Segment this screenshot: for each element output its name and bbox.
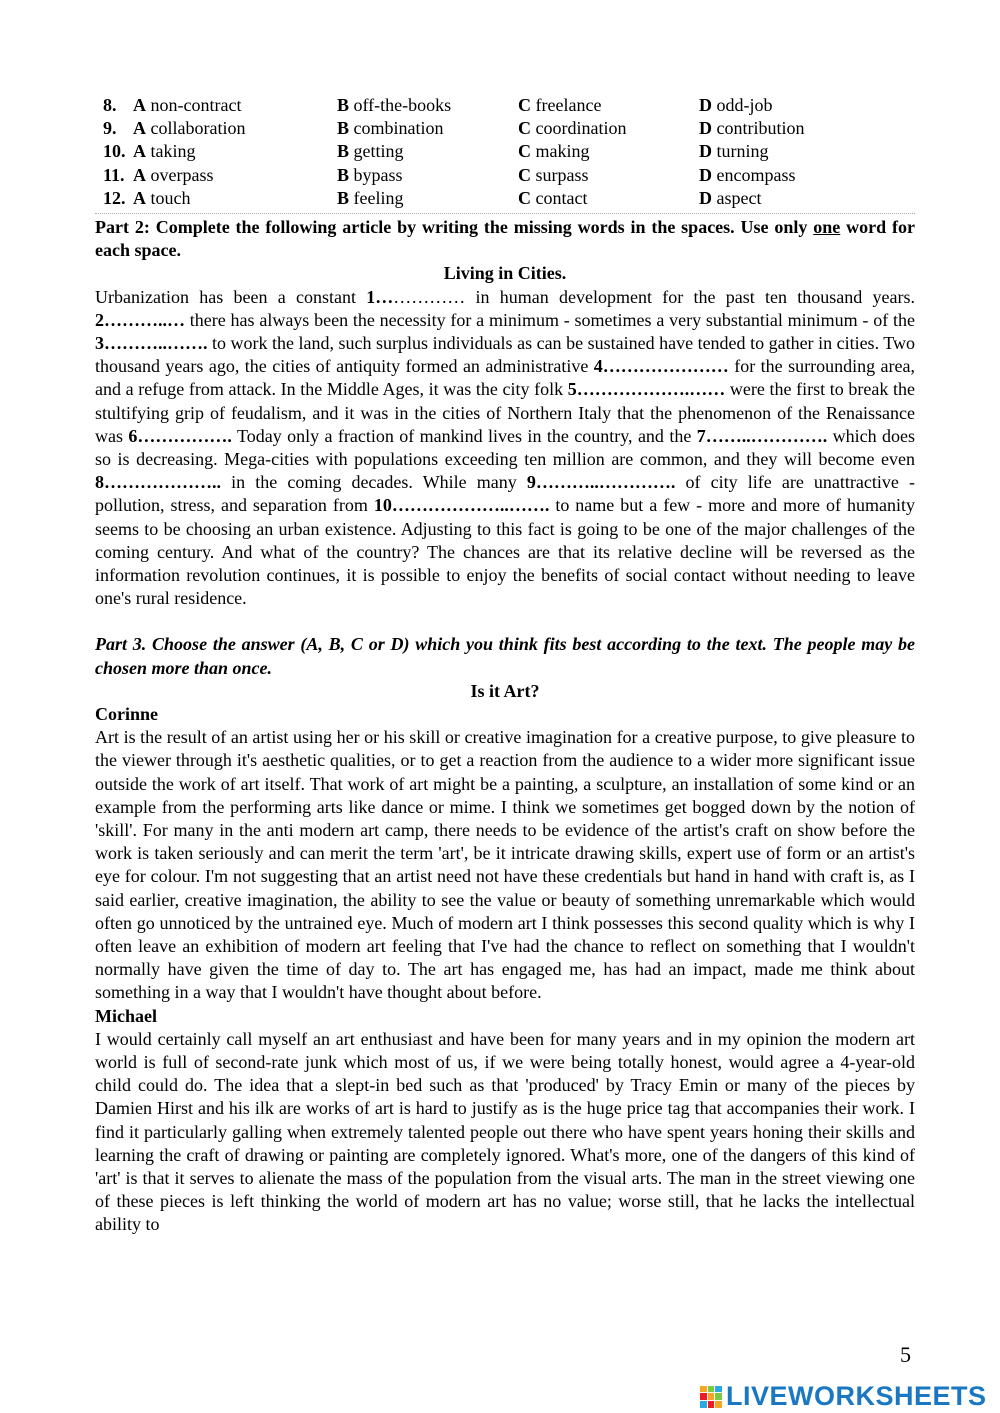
option-a: A non-contract	[133, 95, 242, 115]
gap-blank[interactable]: 3………..…….	[95, 332, 208, 353]
gap-blank[interactable]: 5……………….……	[567, 379, 726, 400]
question-number: 11.	[103, 164, 125, 185]
option-d: D turning	[699, 141, 769, 162]
gap-blank[interactable]: 7……..………….	[696, 425, 828, 446]
option-row	[95, 117, 915, 140]
gap-blank[interactable]: 9………..………….	[526, 472, 676, 493]
part3-title: Is it Art?	[470, 680, 540, 701]
worksheet-page	[95, 94, 915, 1237]
option-a: A collaboration	[133, 118, 246, 139]
speaker-text-michael: I would certainly call myself an art enthusiast and have been for many years and in my opinion the modern art world is full of second-rate junk which most of us, if we were being totally honest, would agree a 4-year-old child could do. The idea that a slept-in bed such as that 'produced' by Tracy Emin or many of the pieces by Damien Hirst and his ilk are works of art is hard to justify as is the huge price tag that accompanies their work. I find it particularly galling when extremely talented people out there who have spent years honing their skills and learning the craft of drawing or painting are completely ignored. What's more, one of the dangers of this kind of 'art' is that it serves to alienate the mass of the population from the visual arts. The man in the street viewing one of these pieces is left thinking the world of modern art has no value; worse still, that he lacks the intellectual ability to	[95, 1028, 915, 1235]
option-c: C making	[518, 141, 590, 162]
gap-blank[interactable]: 10………………..…….	[373, 495, 550, 516]
gap-blank[interactable]: 8………………..	[95, 472, 221, 493]
option-d: D odd-job	[699, 95, 773, 115]
option-b: B feeling	[337, 187, 404, 208]
part2-instruction-underlined: one	[813, 216, 841, 237]
option-row	[95, 187, 915, 210]
option-d: D aspect	[699, 187, 762, 208]
option-row	[95, 164, 915, 187]
option-b: B off-the-books	[337, 95, 452, 115]
option-c: C surpass	[518, 164, 589, 185]
option-row	[95, 94, 915, 117]
option-b: B bypass	[337, 164, 403, 185]
gap-blank[interactable]: 1…	[366, 286, 394, 307]
speaker-name-michael: Michael	[95, 1005, 157, 1026]
speaker-name-corinne: Corinne	[95, 704, 158, 724]
article-body: Urbanization has been a constant 1…………… in human development for the past ten thousand years. 2………..… there has always been the necessity for a minimum - sometimes a very substantial minimum - of the 3………..……. to work the land, such surplus individuals as can be sustained have tended to gather in cities. Two thousand years ago, the cities of antiquity formed an administrative 4………………… for the surrounding area, and a refuge from attack. In the Middle Ages, it was the city folk 5……………….…… were the first to break the stultifying grip of feudalism, and it was in the cities of Northern Italy that the phenomenon of the Renaissance was 6……………. Today only a fraction of mankind lives in the country, and the 7……..…………. which does so is decreasing. Mega-cities with populations exceeding ten million are common, and they will become even 8……………….. in the coming decades. While many 9………..…………. of city life are unattractive - pollution, stress, and separation from 10………………..……. to name but a few - more and more of humanity seems to be choosing an urban existence. Adjusting to this fact is going to be one of the major challenges of the coming century. And what of the country? The chances are that its relative decline will be reversed as the information revolution continues, it is possible to enjoy the benefits of social contact without needing to leave one's rural residence.	[95, 286, 916, 609]
option-a: A touch	[133, 187, 191, 208]
option-a: A taking	[133, 141, 196, 162]
logo-mark-icon	[700, 1386, 722, 1408]
gap-blank[interactable]: 6…………….	[128, 425, 232, 446]
option-b: B getting	[337, 141, 404, 162]
option-a: A overpass	[133, 164, 214, 185]
question-number: 12.	[103, 187, 126, 208]
liveworksheets-logo[interactable]	[700, 1381, 987, 1412]
page-number: 5	[900, 1342, 911, 1367]
article-title: Living in Cities.	[443, 263, 567, 284]
option-c: C coordination	[518, 118, 627, 139]
option-b: B combination	[337, 118, 444, 139]
logo-text: LIVEWORKSHEETS	[726, 1381, 987, 1411]
gap-blank[interactable]: 2………..…	[95, 309, 185, 330]
part2-instruction	[95, 216, 915, 262]
answer-options-table	[95, 94, 915, 210]
question-number: 9.	[103, 118, 117, 139]
part2-instruction-end: word for each space.	[95, 216, 915, 261]
option-d: D contribution	[699, 118, 805, 139]
spacer	[95, 610, 915, 633]
option-c: C contact	[518, 187, 588, 208]
speaker-text-corinne: Art is the result of an artist using her or his skill or creative imagination for a creative purpose, to give pleasure to the viewer through it's aesthetic qualities, or to get a reaction from the audience to a wider more significant issue outside the work of art itself. That work of art might be a painting, a sculpture, an installation of some kind or an example from the performing arts like dance or mime. I think we sometimes get bogged down by the notion of 'skill'. For many in the anti modern art camp, there needs to be evidence of the artist's craft on show before the work is taken seriously and can merit the term 'art', be it intricate drawing skills, expert use of form or an artist's eye for colour. I'm not suggesting that an artist need not have these credentials but hand in hand with craft is, as I said earlier, creative imagination, the ability to see the value or beauty of something unremarkable which would often go unnoticed by the untrained eye. Much of modern art I think possesses this second quality which is why I often leave an exhibition of modern art feeling that I've had the chance to reflect on something that I wouldn't normally have given the time of day to. The art has engaged me, has had an impact, made me think about something in a way that I wouldn't have thought about before.	[95, 727, 915, 1003]
part3-instruction: Part 3. Choose the answer (A, B, C or D) which you think fits best according to the text. The people may be chosen more than once.	[95, 634, 915, 678]
divider	[95, 213, 915, 214]
question-number: 8.	[103, 95, 117, 115]
option-c: C freelance	[518, 95, 602, 115]
gap-blank[interactable]: 4…………………	[593, 356, 729, 377]
question-number: 10.	[103, 141, 126, 162]
option-row	[95, 140, 915, 163]
option-d: D encompass	[699, 164, 796, 185]
part2-instruction-text: Part 2: Complete the following article by writing the missing words in the spaces. Use only	[95, 216, 814, 237]
